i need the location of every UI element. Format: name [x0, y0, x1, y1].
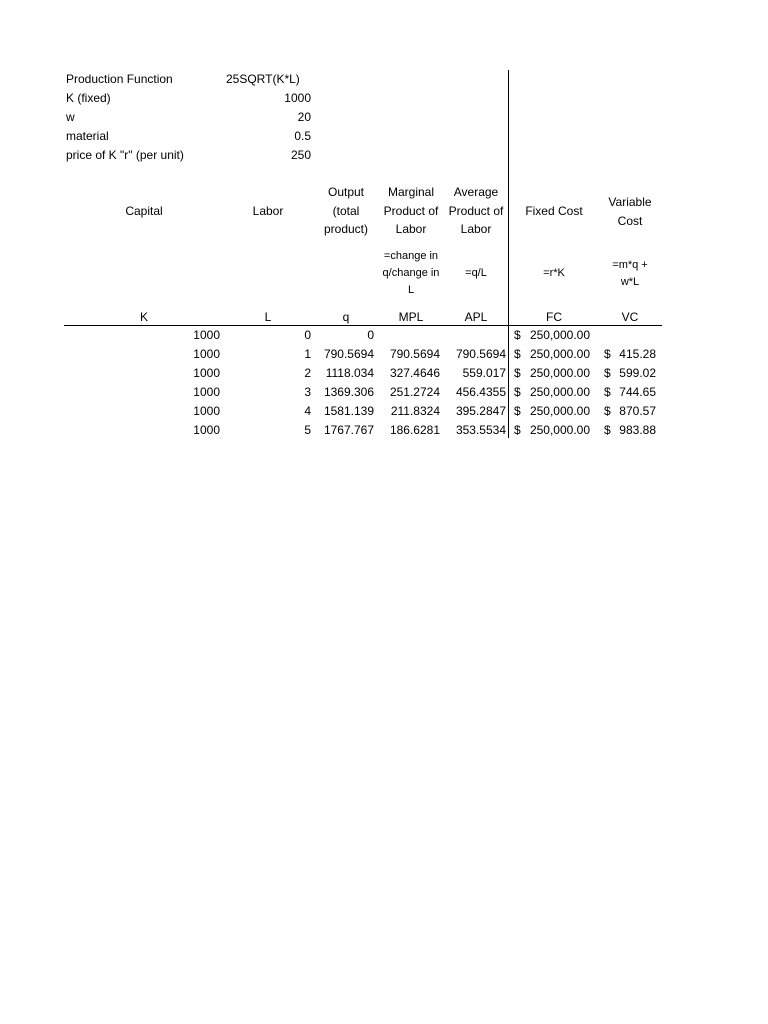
- currency-symbol: $: [604, 423, 611, 437]
- header-labor: Labor: [252, 204, 284, 218]
- cell-l: 3: [304, 385, 311, 399]
- cell-fc: 250,000.00: [529, 423, 590, 437]
- currency-symbol: $: [514, 366, 521, 380]
- cell-q: 790.5694: [323, 347, 374, 361]
- formula-fc: =r*K: [543, 267, 565, 279]
- cell-k: 1000: [193, 347, 220, 361]
- cell-q: 1581.139: [323, 404, 374, 418]
- cell-mpl: 327.4646: [389, 366, 440, 380]
- header-apl: Average Product of Labor: [448, 185, 504, 236]
- symbol-l: L: [264, 310, 272, 324]
- cell-mpl: 790.5694: [389, 347, 440, 361]
- cell-l: 5: [304, 423, 311, 437]
- cell-l: 2: [304, 366, 311, 380]
- currency-symbol: $: [604, 347, 611, 361]
- symbol-vc: VC: [621, 310, 639, 324]
- cell-vc: 599.02: [619, 366, 656, 380]
- symbol-k: K: [139, 310, 148, 324]
- cell-q: 1369.306: [323, 385, 374, 399]
- cell-apl: 559.017: [462, 366, 506, 380]
- param-label-w: w: [66, 110, 75, 124]
- currency-symbol: $: [514, 347, 521, 361]
- cell-vc: 870.57: [619, 404, 656, 418]
- cell-apl: 395.2847: [455, 404, 506, 418]
- currency-symbol: $: [514, 385, 521, 399]
- cell-apl: 456.4355: [455, 385, 506, 399]
- cell-fc: 250,000.00: [529, 347, 590, 361]
- cell-k: 1000: [193, 385, 220, 399]
- symbol-apl: APL: [464, 310, 488, 324]
- cell-vc: 415.28: [619, 347, 656, 361]
- currency-symbol: $: [604, 366, 611, 380]
- param-label-production-function: Production Function: [66, 72, 173, 86]
- currency-symbol: $: [514, 328, 521, 342]
- formula-vc: =m*q + w*L: [612, 259, 648, 288]
- cell-k: 1000: [193, 366, 220, 380]
- cell-fc: 250,000.00: [529, 404, 590, 418]
- cell-l: 4: [304, 404, 311, 418]
- cell-vc: 983.88: [619, 423, 656, 437]
- param-value-w: 20: [297, 110, 311, 124]
- cell-mpl: 211.8324: [390, 404, 440, 418]
- cell-l: 1: [304, 347, 311, 361]
- cell-q: 1118.034: [325, 366, 374, 380]
- param-value-k: 1000: [284, 91, 311, 105]
- cell-k: 1000: [193, 328, 220, 342]
- header-output: Output (total product): [323, 185, 369, 236]
- formula-apl: =q/L: [465, 267, 487, 279]
- symbol-fc: FC: [546, 310, 562, 324]
- cell-apl: 790.5694: [455, 347, 506, 361]
- param-label-material: material: [66, 129, 109, 143]
- symbol-mpl: MPL: [398, 310, 424, 324]
- cell-q: 0: [367, 328, 374, 342]
- cell-fc: 250,000.00: [529, 366, 590, 380]
- param-value-production-function: 25SQRT(K*L): [226, 72, 300, 86]
- formula-mpl: =change in q/change in L: [382, 250, 440, 296]
- currency-symbol: $: [514, 423, 521, 437]
- header-variable-cost: Variable Cost: [608, 195, 652, 228]
- cell-l: 0: [304, 328, 311, 342]
- cell-fc: 250,000.00: [529, 328, 590, 342]
- param-label-k: K (fixed): [66, 91, 111, 105]
- header-mpl: Marginal Product of Labor: [383, 185, 439, 236]
- cell-vc: 744.65: [619, 385, 656, 399]
- header-fixed-cost: Fixed Cost: [525, 204, 583, 218]
- param-value-price-k: 250: [290, 148, 311, 162]
- param-label-price-k: price of K "r" (per unit): [66, 148, 184, 162]
- currency-symbol: $: [514, 404, 521, 418]
- cell-q: 1767.767: [323, 423, 374, 437]
- cell-apl: 353.5534: [455, 423, 506, 437]
- currency-symbol: $: [604, 385, 611, 399]
- cell-mpl: 251.2724: [389, 385, 440, 399]
- header-capital: Capital: [125, 204, 163, 218]
- currency-symbol: $: [604, 404, 611, 418]
- cell-k: 1000: [193, 404, 220, 418]
- cell-fc: 250,000.00: [529, 385, 590, 399]
- cell-mpl: 186.6281: [389, 423, 440, 437]
- cell-k: 1000: [193, 423, 220, 437]
- param-value-material: 0.5: [294, 129, 311, 143]
- symbol-q: q: [342, 310, 350, 324]
